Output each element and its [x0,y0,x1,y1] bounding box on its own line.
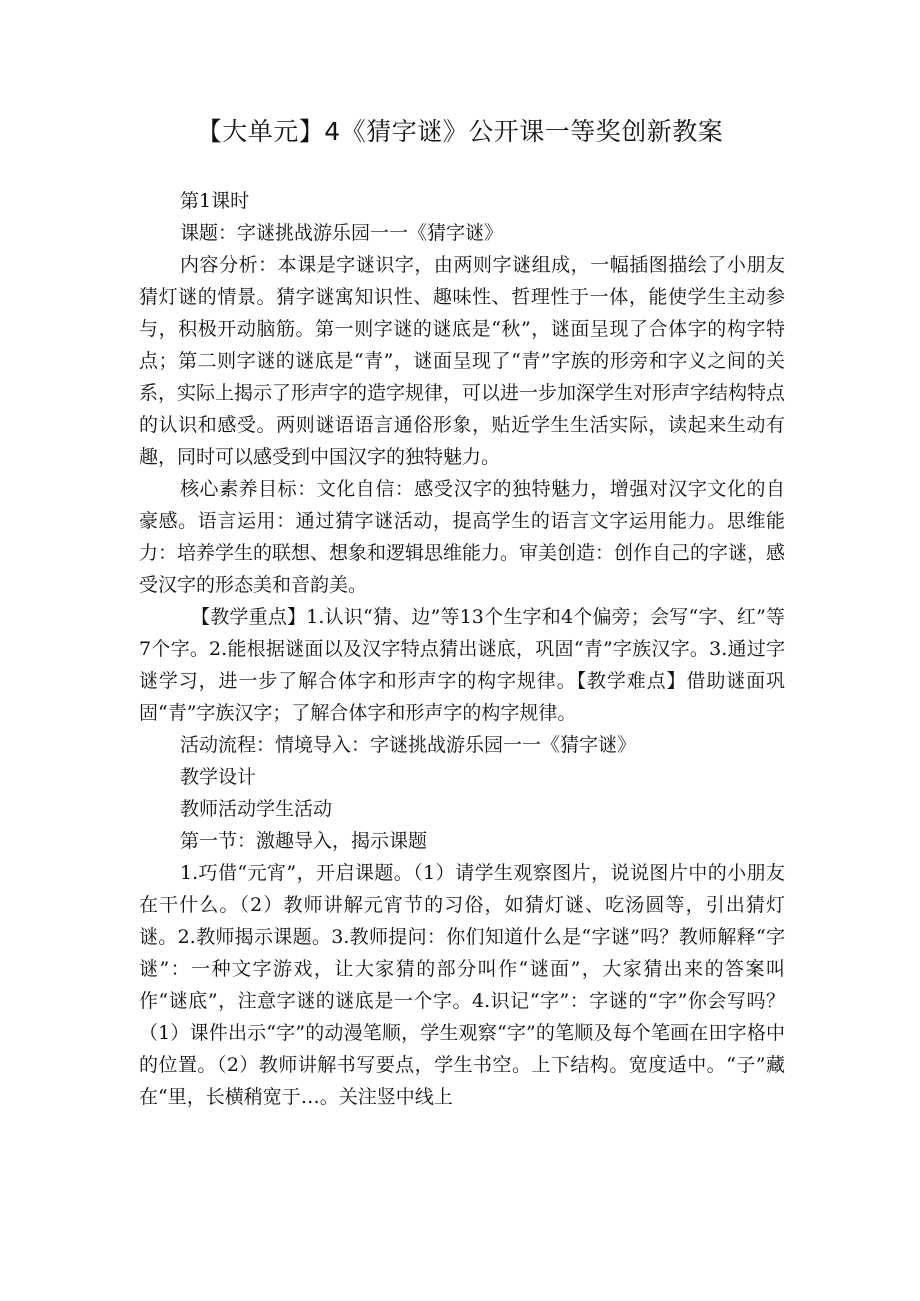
section-one-content: 1.巧借“元宵”，开启课题。（1）请学生观察图片，说说图片中的小朋友在干什么。（2）教师讲解元宵节的习俗，如猜灯谜、吃汤圆等，引出猜灯谜。2.教师揭示课题。3.教师提问：你们知道什么是“字谜”吗？教师解释“字谜”：一种文字游戏，让大家猜的部分叫作“谜面”，大家猜出来的答案叫作“谜底”，注意字谜的谜底是一个字。4.识记“字”：字谜的“字”你会写吗？（1）课件出示“字”的动漫笔顺，学生观察“字”的笔顺及每个笔画在田字格中的位置。（2）教师讲解书写要点，学生书空。上下结构。宽度适中。“子”藏在“里，长横稍宽于…。关注竖中线上 [139,862,785,1108]
lesson-number: 第1课时 [180,190,250,212]
activity-columns-line: 教师活动学生活动 [180,798,333,820]
document-body [139,185,785,1113]
document-title: 【大单元】4《猜字谜》公开课一等奖创新教案 [196,117,724,146]
teaching-design-heading: 教学设计 [180,766,257,788]
content-analysis-paragraph: 内容分析：本课是字谜识字，由两则字谜组成，一幅插图描绘了小朋友猜灯谜的情景。猜字谜寓知识性、趣味性、哲理性于一体，能使学生主动参与，积极开动脑筋。第一则字谜的谜底是“秋”，谜面呈现了合体字的构字特点；第二则字谜的谜底是“青”，谜面呈现了“青”字族的形旁和字义之间的关系，实际上揭示了形声字的造字规律，可以进一步加深学生对形声字结构特点的认识和感受。两则谜语语言通俗形象，贴近学生生活实际，读起来生动有趣，同时可以感受到中国汉字的独特魅力。 [139,254,786,468]
teaching-focus-paragraph: 【教学重点】1.认识“猜、边”等13个生字和4个偏旁；会写“字、红”等7个字。2.能根据谜面以及汉字特点猜出谜底，巩固“青”字族汉字。3.通过字谜学习，进一步了解合体字和形声字的构字规律。【教学难点】借助谜面巩固“青”字族汉字；了解合体字和形声字的构字规律。 [139,606,785,724]
activity-flow-line: 活动流程：情境导入：字谜挑战游乐园一一《猜字谜》 [180,734,637,756]
section-one-heading: 第一节：激趣导入，揭示课题 [180,830,428,852]
lesson-topic: 课题：字谜挑战游乐园一一《猜字谜》 [180,222,504,244]
core-literacy-goals-paragraph: 核心素养目标：文化自信：感受汉字的独特魅力，增强对汉字文化的自豪感。语言运用：通过猜字谜活动，提高学生的语言文字运用能力。思维能力：培养学生的联想、想象和逻辑思维能力。审美创造：创作自己的字谜，感受汉字的形态美和音韵美。 [139,478,786,596]
